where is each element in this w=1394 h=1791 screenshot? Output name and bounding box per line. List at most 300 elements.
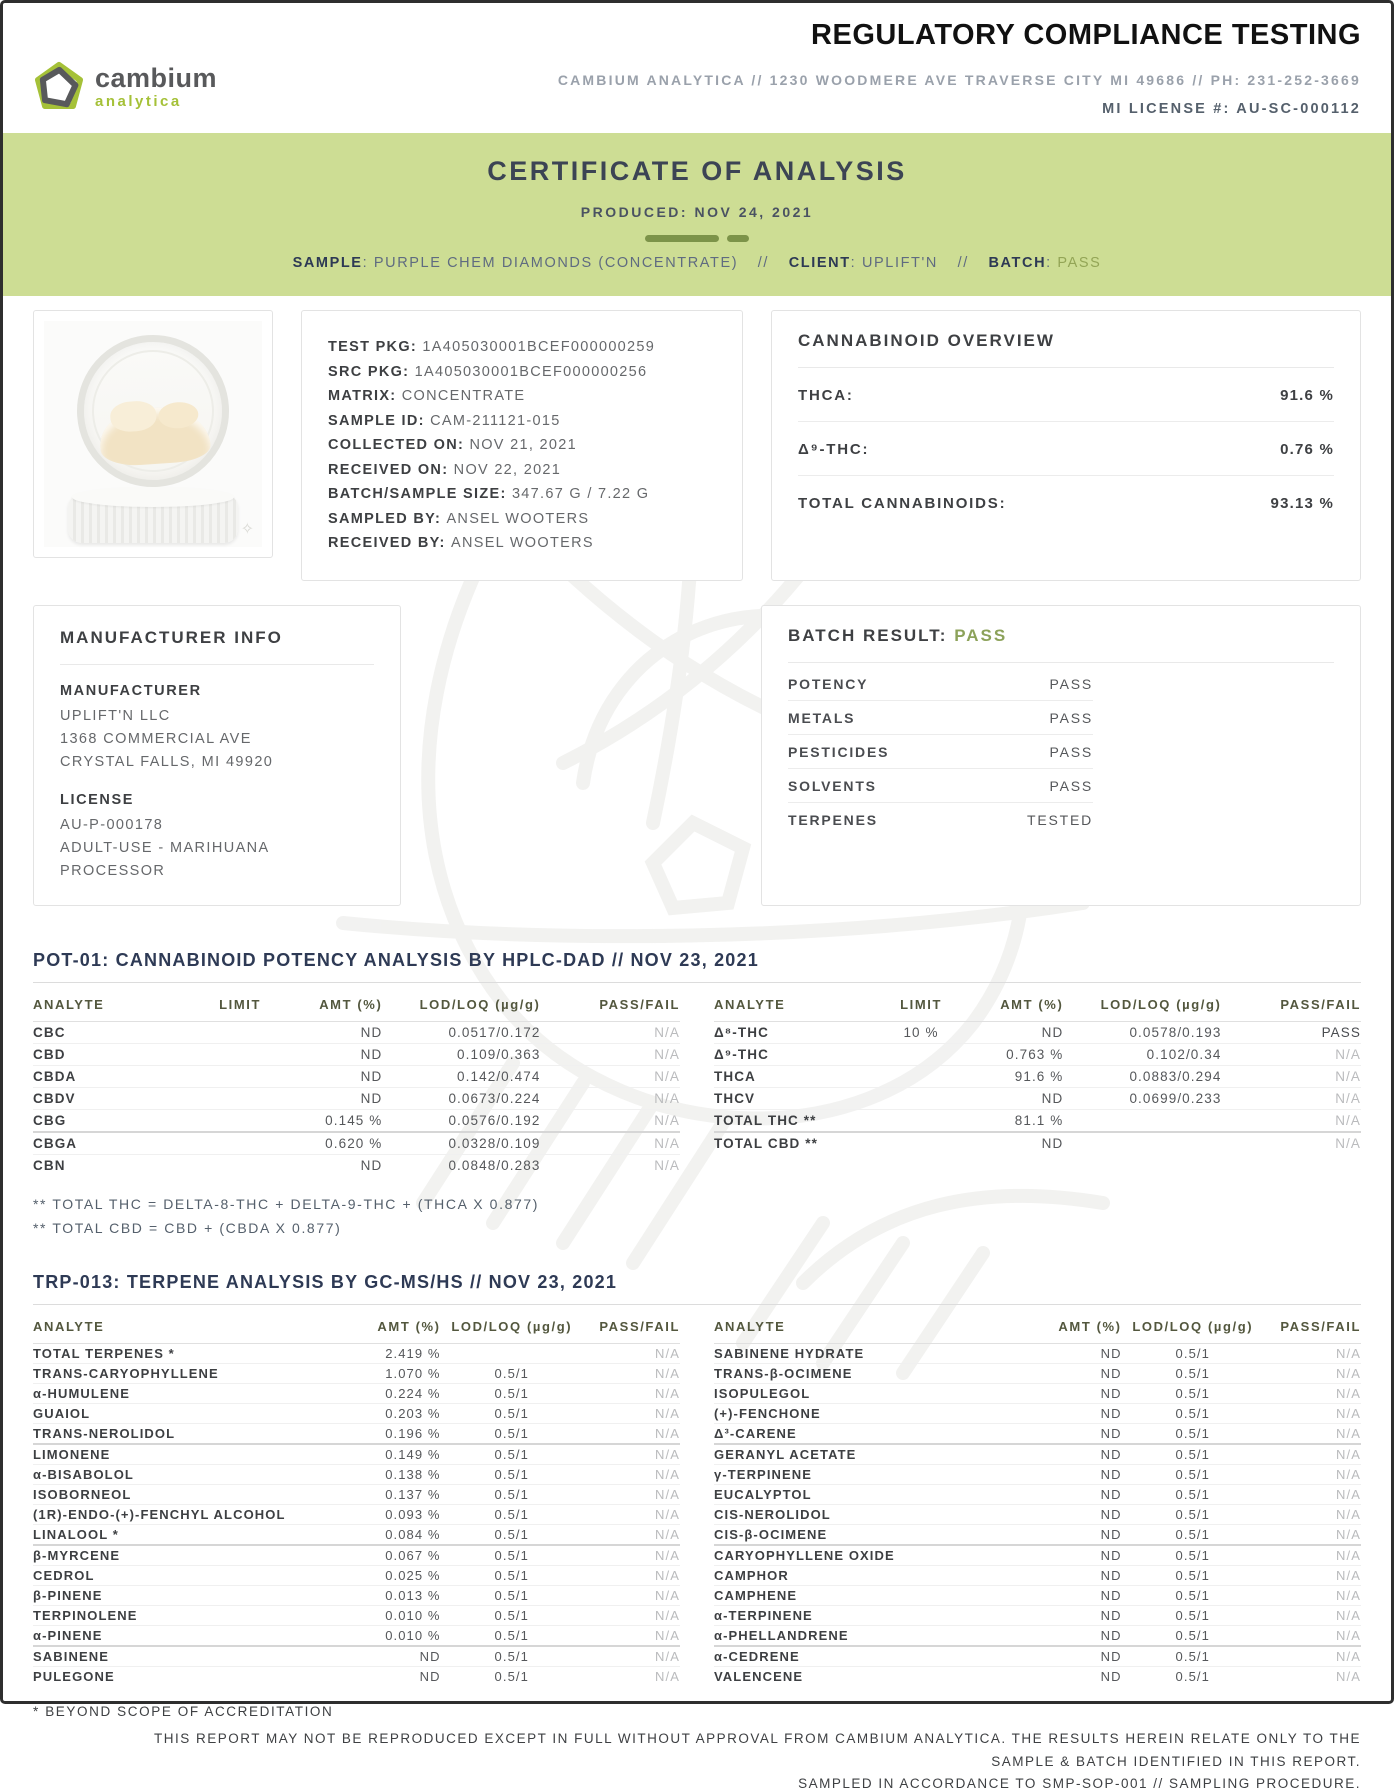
cell-amt: ND xyxy=(360,1090,383,1106)
table-row xyxy=(714,1444,1361,1465)
logo-name: cambium xyxy=(95,63,218,93)
table-row xyxy=(714,1605,1361,1625)
cell-amt: 0.203 % xyxy=(385,1405,441,1421)
table-row xyxy=(714,1545,1361,1566)
cell-lod: 0.5/1 xyxy=(494,1466,529,1482)
cell-lod: 0.5/1 xyxy=(1175,1345,1210,1361)
table-row xyxy=(714,1109,1361,1132)
table-row xyxy=(714,1504,1361,1524)
client-value: UPLIFT'N xyxy=(861,255,938,271)
table-row xyxy=(33,1403,680,1423)
cell-lod: 0.5/1 xyxy=(494,1405,529,1421)
cell-amt: ND xyxy=(1100,1385,1122,1401)
sample-info-value: 347.67 G / 7.22 G xyxy=(511,486,650,502)
cell-lod: 0.0848/0.283 xyxy=(448,1157,541,1173)
column-header: LIMIT xyxy=(876,989,967,1022)
cell-amt: ND xyxy=(1100,1627,1122,1643)
cell-amt: ND xyxy=(1100,1446,1122,1462)
potency-section xyxy=(33,950,1361,1240)
cell-pf: N/A xyxy=(655,1648,680,1664)
sample-info-label: RECEIVED ON: xyxy=(328,461,454,478)
cell-lod: 0.5/1 xyxy=(1175,1425,1210,1441)
cell-pf: N/A xyxy=(655,1446,680,1462)
batch-row xyxy=(788,735,1093,769)
logo-subtitle: analytica xyxy=(95,93,182,110)
cell-amt: ND xyxy=(360,1046,383,1062)
cannabinoid-overview-title: CANNABINOID OVERVIEW xyxy=(798,331,1334,368)
cell-lod: 0.5/1 xyxy=(1175,1385,1210,1401)
sample-info-row xyxy=(328,384,716,409)
jar-lid xyxy=(68,495,238,543)
sample-info-card xyxy=(301,310,743,581)
batch-result-value xyxy=(954,626,1007,645)
cell-analyte: (1R)-ENDO-(+)-FENCHYL ALCOHOL xyxy=(33,1506,286,1522)
header-right xyxy=(33,19,1361,117)
cell-amt: 0.620 % xyxy=(325,1135,383,1151)
table-row xyxy=(714,1021,1361,1043)
cell-amt: 0.763 % xyxy=(1006,1046,1064,1062)
table-row xyxy=(714,1646,1361,1667)
sample-info-label: SAMPLED BY: xyxy=(328,510,447,527)
column-header: PASS/FAIL xyxy=(576,989,680,1022)
sample-photo-card xyxy=(33,310,273,558)
cell-lod: 0.5/1 xyxy=(494,1567,529,1583)
colon: : xyxy=(850,255,862,271)
cell-limit xyxy=(876,1109,967,1132)
terpene-tables xyxy=(33,1311,1361,1686)
cell-analyte: CBG xyxy=(33,1112,67,1128)
cell-pf: N/A xyxy=(655,1526,680,1542)
cell-analyte: Δ⁹-THC xyxy=(714,1046,769,1062)
batch-row xyxy=(788,803,1093,836)
cell-pf: N/A xyxy=(654,1112,680,1128)
sample-photo xyxy=(44,321,262,547)
photo-corner-mark: ✧ xyxy=(240,521,254,538)
column-header: ANALYTE xyxy=(714,989,876,1022)
cell-pf: N/A xyxy=(655,1466,680,1482)
separator: // xyxy=(757,255,770,271)
terpene-section xyxy=(33,1272,1361,1686)
table-row xyxy=(33,1524,680,1545)
cell-lod: 0.0673/0.224 xyxy=(448,1090,541,1106)
cell-limit xyxy=(195,1065,286,1087)
cell-analyte: ISOPULEGOL xyxy=(714,1385,811,1401)
sample-info-row xyxy=(328,507,716,532)
cell-analyte: VALENCENE xyxy=(714,1668,804,1684)
cell-lod: 0.5/1 xyxy=(1175,1506,1210,1522)
cell-analyte: SABINENE HYDRATE xyxy=(714,1345,865,1361)
cell-lod: 0.5/1 xyxy=(1175,1607,1210,1623)
cell-pf: N/A xyxy=(655,1668,680,1684)
manufacturer-line: UPLIFT'N LLC xyxy=(60,707,171,724)
cell-pf: N/A xyxy=(1336,1506,1361,1522)
cell-analyte: CBDV xyxy=(33,1090,76,1106)
sample-info-value: CONCENTRATE xyxy=(401,388,526,404)
cell-pf: N/A xyxy=(1336,1405,1361,1421)
produced-date: PRODUCED: NOV 24, 2021 xyxy=(580,204,814,220)
table-row xyxy=(33,1132,680,1155)
column-header: PASS/FAIL xyxy=(1257,989,1361,1022)
potency-footnotes xyxy=(33,1192,1361,1240)
cell-amt: ND xyxy=(1100,1345,1122,1361)
accreditation-note: * BEYOND SCOPE OF ACCREDITATION xyxy=(33,1703,334,1719)
cell-analyte: TOTAL CBD ** xyxy=(714,1135,818,1151)
cell-lod: 0.5/1 xyxy=(1175,1466,1210,1482)
overview-value: 93.13 % xyxy=(1270,495,1334,512)
sample-info-row xyxy=(328,409,716,434)
overview-row xyxy=(798,368,1334,422)
divider-pill-long xyxy=(645,235,719,242)
table-row xyxy=(33,1585,680,1605)
cell-amt: 0.196 % xyxy=(385,1425,441,1441)
cell-analyte: SABINENE xyxy=(33,1648,109,1664)
batch-row-label: TERPENES xyxy=(788,811,878,828)
batch-row xyxy=(788,701,1093,735)
potency-table-right xyxy=(714,989,1361,1176)
cell-pf: N/A xyxy=(655,1567,680,1583)
table-row xyxy=(714,1565,1361,1585)
table-row xyxy=(714,1383,1361,1403)
manufacturer-line: ADULT-USE - MARIHUANA PROCESSOR xyxy=(60,839,269,879)
batch-row-label: METALS xyxy=(788,709,856,726)
cell-pf: N/A xyxy=(1335,1112,1361,1128)
table-row xyxy=(33,1423,680,1444)
cell-lod: 0.109/0.363 xyxy=(457,1046,541,1062)
header-row xyxy=(33,1311,680,1344)
content xyxy=(3,3,1391,1791)
cell-lod: 0.5/1 xyxy=(494,1365,529,1381)
batch-row-label: SOLVENTS xyxy=(788,777,877,794)
column-header: AMT (%) xyxy=(966,989,1063,1022)
cell-lod: 0.0517/0.172 xyxy=(448,1024,541,1040)
cell-amt: 81.1 % xyxy=(1014,1112,1064,1128)
sample-label: SAMPLE xyxy=(292,255,363,271)
cell-pf: N/A xyxy=(655,1365,680,1381)
sample-info-row xyxy=(328,433,716,458)
potency-heading: POT-01: CANNABINOID POTENCY ANALYSIS BY HPLC-DAD // NOV 23, 2021 xyxy=(33,949,759,970)
cell-amt: 2.419 % xyxy=(385,1345,441,1361)
cell-amt: ND xyxy=(1100,1526,1122,1542)
table-row xyxy=(714,1423,1361,1444)
cell-lod: 0.5/1 xyxy=(494,1547,529,1563)
cell-amt: 0.013 % xyxy=(385,1587,441,1603)
potency-table-left xyxy=(33,989,680,1176)
cell-analyte: β-MYRCENE xyxy=(33,1547,121,1563)
cell-pf: N/A xyxy=(1336,1385,1361,1401)
cell-amt: ND xyxy=(1100,1668,1122,1684)
sample-info-label: TEST PKG: xyxy=(328,339,423,355)
cell-lod xyxy=(1063,1109,1257,1132)
cell-pf: N/A xyxy=(1335,1135,1361,1151)
cell-amt: ND xyxy=(1100,1547,1122,1563)
cell-pf: N/A xyxy=(1336,1607,1361,1623)
cell-pf: N/A xyxy=(1336,1648,1361,1664)
cell-pf: N/A xyxy=(655,1547,680,1563)
cell-pf: N/A xyxy=(1335,1090,1361,1106)
batch-result-pass: PASS xyxy=(954,625,1008,645)
cell-amt: ND xyxy=(1100,1425,1122,1441)
cell-amt: 0.138 % xyxy=(385,1466,441,1482)
sample-info-value: ANSEL WOOTERS xyxy=(446,510,590,527)
cell-lod xyxy=(441,1343,583,1363)
table-row xyxy=(33,1343,680,1363)
cell-analyte: EUCALYPTOL xyxy=(714,1486,812,1502)
cell-analyte: CBC xyxy=(33,1024,66,1040)
cell-analyte: CBD xyxy=(33,1046,66,1062)
cell-amt: 0.224 % xyxy=(385,1385,441,1401)
manufacturer-section-heading: MANUFACTURER xyxy=(60,682,202,699)
column-header: LOD/LOQ (µg/g) xyxy=(1063,989,1257,1022)
sample-info-value: NOV 22, 2021 xyxy=(453,461,562,478)
cell-lod: 0.5/1 xyxy=(494,1627,529,1643)
column-header: LOD/LOQ (µg/g) xyxy=(382,989,576,1022)
manufacturer-section-heading: LICENSE xyxy=(60,791,135,808)
table-row xyxy=(33,1154,680,1176)
sample-info-value: CAM-211121-015 xyxy=(430,412,561,429)
cell-lod: 0.0578/0.193 xyxy=(1129,1024,1222,1040)
table-row xyxy=(33,1504,680,1524)
column-header: AMT (%) xyxy=(337,1311,441,1344)
header-row xyxy=(714,1311,1361,1344)
column-header: LOD/LOQ (µg/g) xyxy=(441,1311,583,1344)
cell-lod: 0.5/1 xyxy=(494,1668,529,1684)
cell-amt: 0.084 % xyxy=(385,1526,441,1542)
table-row xyxy=(714,1043,1361,1065)
cell-analyte: α-PHELLANDRENE xyxy=(714,1627,849,1643)
top-panels xyxy=(33,310,1361,581)
batch-label: BATCH xyxy=(988,255,1047,271)
cell-analyte: TOTAL TERPENES * xyxy=(33,1345,175,1361)
cell-amt: 0.145 % xyxy=(325,1112,383,1128)
sample-info-row xyxy=(328,360,716,385)
cell-analyte: Δ⁸-THC xyxy=(714,1024,769,1040)
cell-analyte: CIS-NEROLIDOL xyxy=(714,1506,831,1522)
cell-analyte: CAMPHENE xyxy=(714,1587,798,1603)
table-body xyxy=(33,1343,680,1686)
cell-pf: N/A xyxy=(655,1345,680,1361)
cell-pf: N/A xyxy=(655,1385,680,1401)
manufacturer-line: CRYSTAL FALLS, MI 49920 xyxy=(60,753,274,770)
batch-result-label: BATCH RESULT: xyxy=(788,625,948,645)
table-row xyxy=(714,1666,1361,1686)
cell-pf: N/A xyxy=(1336,1425,1361,1441)
cell-amt: 0.149 % xyxy=(385,1446,441,1462)
table-row xyxy=(714,1087,1361,1109)
table-row xyxy=(714,1625,1361,1646)
cell-lod: 0.5/1 xyxy=(1175,1547,1210,1563)
sample-info-value: 1A405030001BCEF000000256 xyxy=(414,363,648,380)
cell-lod xyxy=(1063,1132,1257,1154)
cell-amt: ND xyxy=(1041,1135,1064,1151)
cell-pf: N/A xyxy=(654,1090,680,1106)
section-rule xyxy=(33,982,1361,983)
batch-row xyxy=(788,667,1093,701)
table-head xyxy=(33,989,680,1022)
cell-pf: N/A xyxy=(1335,1068,1361,1084)
sample-info-label: SRC PKG: xyxy=(328,363,415,380)
cell-amt: 0.137 % xyxy=(385,1486,441,1502)
main xyxy=(3,310,1391,1686)
column-header: PASS/FAIL xyxy=(583,1311,680,1344)
cell-analyte: α-CEDRENE xyxy=(714,1648,800,1664)
manufacturer-line: AU-P-000178 xyxy=(60,816,164,833)
overview-label: Δ⁹-THC: xyxy=(798,441,870,458)
cell-amt: ND xyxy=(1041,1024,1064,1040)
jar xyxy=(72,330,234,492)
cell-lod: 0.5/1 xyxy=(1175,1486,1210,1502)
column-header: PASS/FAIL xyxy=(1264,1311,1361,1344)
cell-pf: N/A xyxy=(654,1135,680,1151)
table-row xyxy=(33,1545,680,1566)
sample-info-value: ANSEL WOOTERS xyxy=(450,535,594,551)
cell-pf: N/A xyxy=(655,1486,680,1502)
cell-pf: N/A xyxy=(1336,1627,1361,1643)
cambium-logo xyxy=(33,61,217,113)
cell-pf: N/A xyxy=(1336,1486,1361,1502)
cell-limit xyxy=(195,1132,286,1155)
batch-row-value: PASS xyxy=(1049,709,1093,726)
cell-limit xyxy=(876,1087,967,1109)
table-row xyxy=(33,1646,680,1667)
batch-result-card xyxy=(761,605,1361,906)
batch-row-value: PASS xyxy=(1049,675,1093,692)
cell-analyte: α-BISABOLOL xyxy=(33,1466,134,1482)
cell-lod: 0.5/1 xyxy=(1175,1648,1210,1664)
cell-limit: 10 % xyxy=(903,1024,939,1040)
cell-pf: N/A xyxy=(654,1157,680,1173)
cell-lod: 0.5/1 xyxy=(1175,1526,1210,1542)
cell-analyte: CEDROL xyxy=(33,1567,95,1583)
cell-pf: N/A xyxy=(655,1587,680,1603)
cell-pf: N/A xyxy=(1336,1547,1361,1563)
client-label: CLIENT xyxy=(788,255,851,271)
column-header: ANALYTE xyxy=(33,989,195,1022)
cell-lod: 0.102/0.34 xyxy=(1146,1046,1222,1062)
batch-row-label: POTENCY xyxy=(788,675,869,692)
cell-analyte: CBDA xyxy=(33,1068,77,1084)
cell-amt: ND xyxy=(1100,1648,1122,1664)
cell-pf: N/A xyxy=(1336,1466,1361,1482)
analyte-table xyxy=(33,1311,680,1686)
sample-info-label: RECEIVED BY: xyxy=(328,535,451,551)
cell-pf: N/A xyxy=(1336,1526,1361,1542)
column-header: AMT (%) xyxy=(1018,1311,1122,1344)
cell-pf: N/A xyxy=(1336,1668,1361,1684)
analyte-table xyxy=(33,989,680,1176)
cell-amt: ND xyxy=(1100,1486,1122,1502)
section-rule xyxy=(33,1304,1361,1305)
cell-amt: 91.6 % xyxy=(1014,1068,1064,1084)
analyte-table xyxy=(714,989,1361,1154)
cell-analyte: TOTAL THC ** xyxy=(714,1112,817,1128)
cell-analyte: GERANYL ACETATE xyxy=(714,1446,857,1462)
cannabinoid-overview-card xyxy=(771,310,1361,581)
terpene-table-left xyxy=(33,1311,680,1686)
table-row xyxy=(33,1087,680,1109)
cell-lod: 0.5/1 xyxy=(494,1506,529,1522)
cell-lod: 0.0576/0.192 xyxy=(448,1112,541,1128)
sample-info-row xyxy=(328,458,716,483)
cell-lod: 0.5/1 xyxy=(494,1526,529,1542)
analyte-table xyxy=(714,1311,1361,1686)
batch-row-value: PASS xyxy=(1049,777,1093,794)
table-row xyxy=(33,1043,680,1065)
table-row xyxy=(33,1464,680,1484)
overview-value: 91.6 % xyxy=(1280,387,1334,404)
cell-analyte: α-HUMULENE xyxy=(33,1385,130,1401)
cell-pf: N/A xyxy=(654,1024,680,1040)
potency-tables xyxy=(33,989,1361,1176)
cell-analyte: GUAIOL xyxy=(33,1405,91,1421)
cell-pf: N/A xyxy=(655,1607,680,1623)
cell-pf: N/A xyxy=(1336,1345,1361,1361)
batch-row xyxy=(788,769,1093,803)
cell-pf: N/A xyxy=(655,1506,680,1522)
batch-value: PASS xyxy=(1057,255,1102,271)
cell-amt: ND xyxy=(1041,1090,1064,1106)
table-row xyxy=(714,1524,1361,1545)
report-title: REGULATORY COMPLIANCE TESTING xyxy=(811,19,1361,51)
table-row xyxy=(33,1625,680,1646)
overview-row xyxy=(798,476,1334,529)
table-row xyxy=(33,1109,680,1132)
table-body xyxy=(714,1343,1361,1686)
total-formula-footnote: ** TOTAL CBD = CBD + (CBDA X 0.877) xyxy=(33,1219,342,1236)
cell-lod: 0.5/1 xyxy=(494,1385,529,1401)
sample-info-label: SAMPLE ID: xyxy=(328,412,431,429)
sample-info-value: NOV 21, 2021 xyxy=(469,437,577,453)
cell-analyte: TRANS-NEROLIDOL xyxy=(33,1425,176,1441)
cell-lod: 0.5/1 xyxy=(494,1486,529,1502)
cell-analyte: ISOBORNEOL xyxy=(33,1486,132,1502)
table-row xyxy=(33,1565,680,1585)
column-header: LOD/LOQ (µg/g) xyxy=(1122,1311,1264,1344)
table-row xyxy=(714,1363,1361,1383)
cell-analyte: CIS-β-OCIMENE xyxy=(714,1526,828,1542)
cell-analyte: α-TERPINENE xyxy=(714,1607,813,1623)
cell-analyte: CBN xyxy=(33,1157,66,1173)
table-row xyxy=(33,1383,680,1403)
cell-amt: ND xyxy=(360,1024,383,1040)
table-head xyxy=(714,1311,1361,1344)
cell-lod: 0.0883/0.294 xyxy=(1129,1068,1222,1084)
cell-limit xyxy=(876,1065,967,1087)
table-row xyxy=(714,1403,1361,1423)
cell-amt: ND xyxy=(1100,1567,1122,1583)
batch-row-value: PASS xyxy=(1049,743,1093,760)
terpene-heading: TRP-013: TERPENE ANALYSIS BY GC-MS/HS // NOV 23, 2021 xyxy=(33,1271,618,1292)
cell-lod: 0.5/1 xyxy=(1175,1365,1210,1381)
cell-pf: N/A xyxy=(654,1068,680,1084)
cell-amt: ND xyxy=(1100,1466,1122,1482)
table-body xyxy=(714,1021,1361,1154)
batch-result-title xyxy=(788,626,1334,663)
report-header xyxy=(3,3,1391,133)
logo-text xyxy=(95,65,217,109)
cell-amt: ND xyxy=(1100,1365,1122,1381)
sample-info-list xyxy=(328,335,716,556)
manufacturer-line: 1368 COMMERCIAL AVE xyxy=(60,730,252,747)
cell-amt: 0.067 % xyxy=(385,1547,441,1563)
table-head xyxy=(33,1311,680,1344)
column-header: ANALYTE xyxy=(714,1311,1018,1344)
manufacturer-section-body xyxy=(60,814,374,883)
batch-result-rows xyxy=(788,667,1093,836)
cell-analyte: PULEGONE xyxy=(33,1668,115,1684)
cell-analyte: LIMONENE xyxy=(33,1446,111,1462)
manufacturer-sections xyxy=(60,683,374,883)
table-row xyxy=(714,1484,1361,1504)
